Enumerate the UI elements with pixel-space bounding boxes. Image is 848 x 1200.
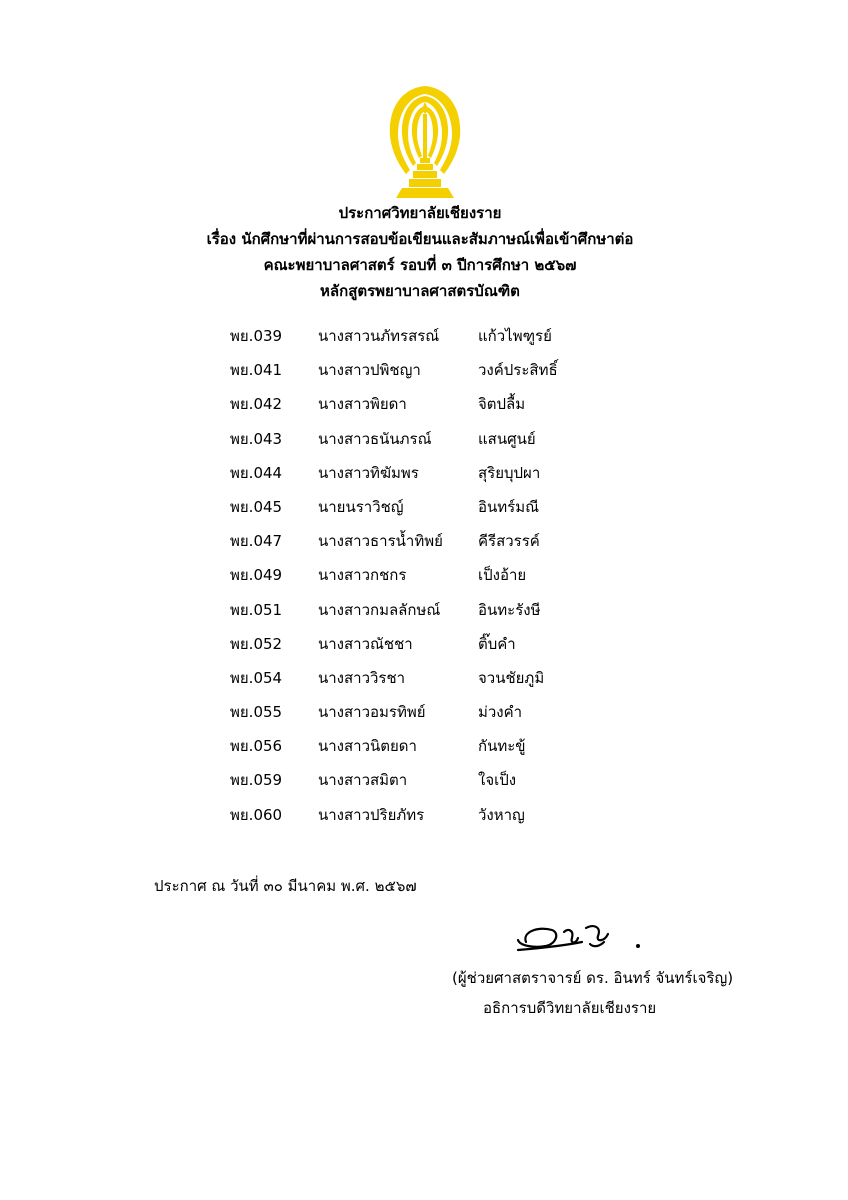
student-last-name: แสนศูนย์ xyxy=(478,429,536,448)
list-item xyxy=(0,596,848,630)
student-first-name: นางสาววิรชา xyxy=(318,668,406,687)
list-item xyxy=(0,493,848,527)
student-code: พย.049 xyxy=(230,566,283,585)
list-item xyxy=(0,561,848,595)
announcement-subject: เรื่อง นักศึกษาที่ผ่านการสอบข้อเขียนและสัมภาษณ์เพื่อเข้าศึกษาต่อ xyxy=(206,230,634,248)
student-code: พย.044 xyxy=(230,463,283,482)
student-first-name: นางสาวกชกร xyxy=(318,566,407,585)
list-item xyxy=(0,630,848,664)
student-first-name: นางสาวทิฆัมพร xyxy=(318,463,419,482)
list-item xyxy=(0,801,848,835)
student-last-name: เป็งอ้าย xyxy=(478,566,527,585)
student-list xyxy=(0,322,848,835)
student-last-name: จวนชัยภูมิ xyxy=(478,668,545,687)
student-last-name: วงค์ประสิทธิ์ xyxy=(478,361,558,380)
announcement-title: ประกาศวิทยาลัยเชียงราย xyxy=(338,204,502,222)
student-code: พย.059 xyxy=(230,771,283,790)
list-item xyxy=(0,425,848,459)
student-first-name: นางสาวธารน้ำทิพย์ xyxy=(318,532,443,551)
student-first-name: นางสาวสมิตา xyxy=(318,771,408,790)
announcement-faculty-round: คณะพยาบาลศาสตร์ รอบที่ ๓ ปีการศึกษา ๒๕๖๗ xyxy=(263,256,577,274)
student-code: พย.045 xyxy=(230,497,283,516)
list-item xyxy=(0,322,848,356)
student-first-name: นางสาวปพิชญา xyxy=(318,361,421,380)
student-code: พย.055 xyxy=(230,703,283,722)
student-first-name: นางสาวธนันภรณ์ xyxy=(318,429,432,448)
student-first-name: นางสาวนิตยดา xyxy=(318,737,417,756)
student-last-name: ติ๊บคำ xyxy=(478,634,516,653)
student-first-name: นางสาวนภัทรสรณ์ xyxy=(318,327,440,345)
student-last-name: อินทะรังษี xyxy=(478,600,541,619)
announcement-program: หลักสูตรพยาบาลศาสตรบัณฑิต xyxy=(320,282,520,300)
student-code: พย.041 xyxy=(230,361,283,380)
list-item xyxy=(0,732,848,766)
student-last-name: ม่วงคำ xyxy=(478,703,523,722)
student-last-name: แก้วไพฑูรย์ xyxy=(478,327,552,345)
student-last-name: คีรีสวรรค์ xyxy=(478,532,540,551)
chiang-rai-college-emblem-icon xyxy=(384,84,466,200)
list-item xyxy=(0,766,848,800)
student-code: พย.043 xyxy=(230,429,283,448)
student-first-name: นางสาวอมรทิพย์ xyxy=(318,703,426,722)
student-last-name: อินทร์มณี xyxy=(478,497,540,516)
student-code: พย.042 xyxy=(230,395,283,414)
list-item xyxy=(0,356,848,390)
student-first-name: นางสาวปริยภัทร xyxy=(318,805,425,824)
signer-title: อธิการบดีวิทยาลัยเชียงราย xyxy=(483,999,657,1017)
list-item xyxy=(0,390,848,424)
student-first-name: นายนราวิชญ์ xyxy=(318,497,404,516)
student-code: พย.056 xyxy=(230,737,283,756)
student-code: พย.047 xyxy=(230,532,283,551)
student-code: พย.051 xyxy=(230,600,283,619)
student-first-name: นางสาวกมลลักษณ์ xyxy=(318,600,441,619)
student-last-name: สุริยบุปผา xyxy=(478,463,541,482)
list-item xyxy=(0,698,848,732)
student-first-name: นางสาวณัชชา xyxy=(318,634,413,653)
student-first-name: นางสาวพิยดา xyxy=(318,395,407,414)
student-last-name: กันทะขู้ xyxy=(478,737,526,756)
student-last-name: วังหาญ xyxy=(478,805,525,824)
student-last-name: ใจเป็ง xyxy=(478,771,517,790)
list-item xyxy=(0,459,848,493)
student-code: พย.052 xyxy=(230,634,283,653)
student-code: พย.054 xyxy=(230,668,283,687)
signer-name: (ผู้ช่วยศาสตราจารย์ ดร. อินทร์ จันทร์เจริญ) xyxy=(452,969,734,987)
list-item xyxy=(0,527,848,561)
list-item xyxy=(0,664,848,698)
announcement-date: ประกาศ ณ วันที่ ๓๐ มีนาคม พ.ศ. ๒๕๖๗ xyxy=(154,877,417,895)
student-last-name: จิตปลื้ม xyxy=(478,395,526,414)
handwritten-signature-icon xyxy=(512,916,652,958)
student-code: พย.060 xyxy=(230,805,283,824)
student-code: พย.039 xyxy=(230,327,283,345)
